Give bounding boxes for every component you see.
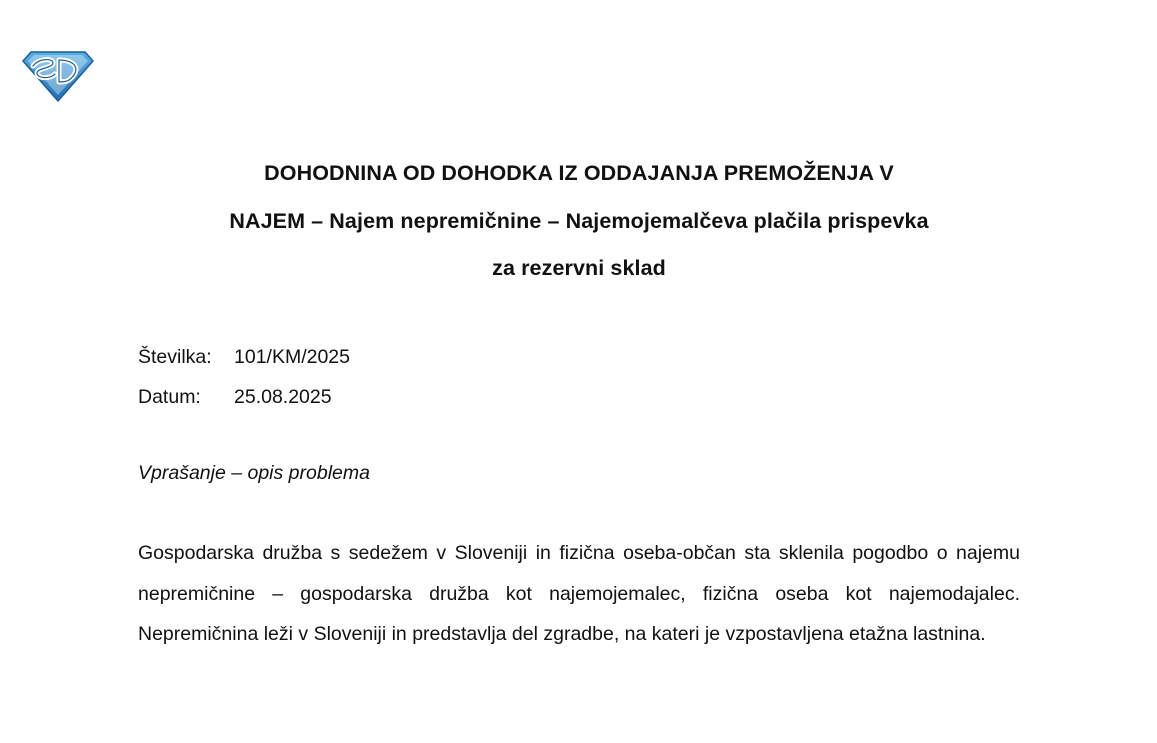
title-line-2: NAJEM – Najem nepremičnine – Najemojemalčeva plačila prispevka [229,208,929,233]
document-title [138,150,1020,293]
number-label: Številka: [138,346,212,368]
date-value: 25.08.2025 [234,385,332,408]
number-value: 101/KM/2025 [234,346,351,368]
number-row [138,338,350,378]
date-row [138,378,350,418]
title-line-1: DOHODNINA OD DOHODKA IZ ODDAJANJA PREMOŽENJA V [264,161,894,185]
title-line-3: za rezervni sklad [492,256,666,280]
body-paragraph: Gospodarska družba s sedežem v Sloveniji in fizična oseba-občan sta sklenila pogodbo o najemu nepremičnine – gospodarska družba kot najemojemalec, fizična oseba kot najemodajalec. Nepremičnina leži v Sloveniji in predstavlja del zgradbe, na kateri je vzpostavljena etažna lastnina. [138,542,1020,645]
date-label: Datum: [138,385,201,408]
company-logo-icon [21,49,95,103]
question-heading: Vprašanje – opis problema [138,462,370,484]
document-meta [138,338,350,417]
